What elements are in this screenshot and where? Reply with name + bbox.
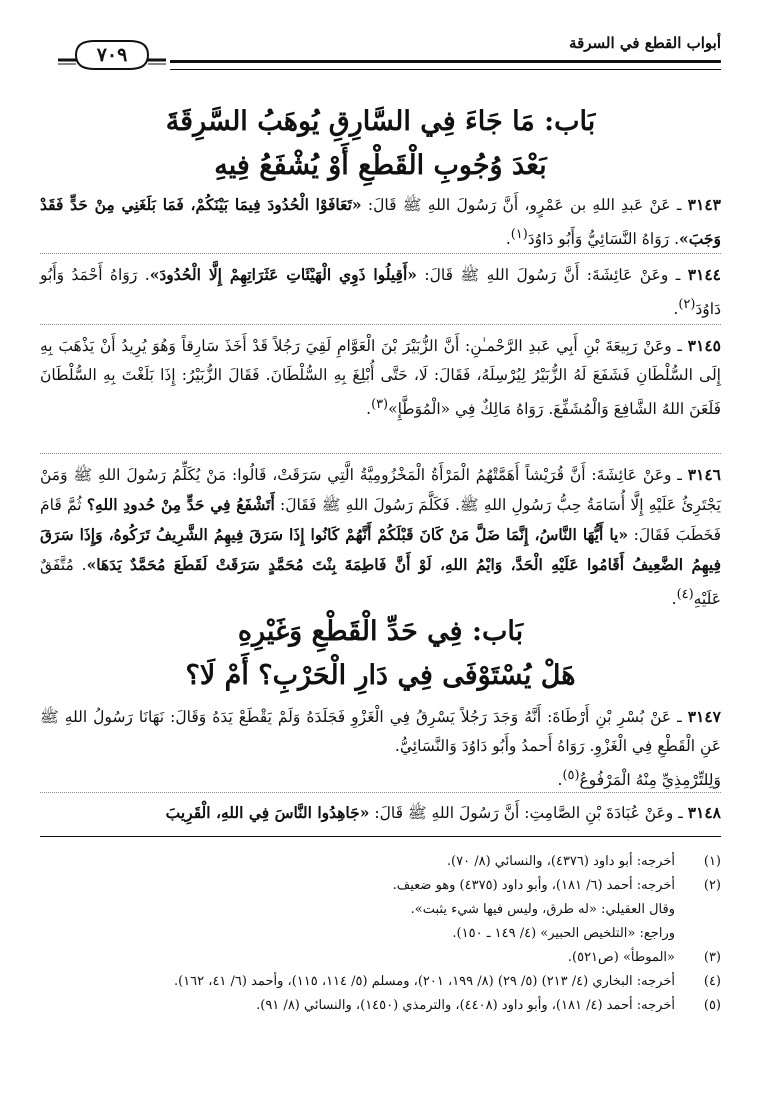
hadith-tail: . — [671, 590, 677, 609]
hadith-3145 — [40, 331, 721, 424]
footnote — [40, 994, 721, 1018]
chapter-heading-line: هَلْ يُسْتَوْفَى فِي دَارِ الْحَرْبِ؟ أَمْ لَا؟ — [185, 660, 576, 691]
hadith-tail: . — [673, 300, 679, 319]
footnotes — [40, 850, 721, 1018]
footnote-ref: (٣) — [371, 397, 389, 412]
hadith-3146 — [40, 460, 721, 614]
footnote-text: أخرجه: البخاري (٤/ ٢١٣) (٥/ ٢٩) (٨/ ١٩٩، ٢٠١)، ومسلم (٥/ ١١٤، ١١٥)، وأحمد (٦/ ٤١، ١٦٢). — [173, 974, 675, 989]
footnote-number: (٣) — [703, 950, 721, 965]
footnote-number: (٤) — [703, 974, 721, 989]
chapter-heading-line: بَاب: فِي حَدِّ الْقَطْعِ وَغَيْرِهِ — [237, 616, 524, 647]
footnote-number: (٥) — [703, 998, 721, 1013]
hadith-mid: ثُمَّ قَامَ فَخَطَبَ فَقَالَ: — [40, 496, 721, 544]
footnote — [40, 850, 721, 874]
chapter-heading-1 — [40, 100, 721, 188]
hadith-3147 — [40, 702, 721, 795]
running-header-title: أبواب القطع في السرقة — [569, 34, 721, 52]
prophetic-quote: «تَعَافَوْا الْحُدُودَ فِيمَا بَيْنَكُمْ، فَمَا بَلَغَنِي مِنْ حَدٍّ فَقَدْ وَجَبَ» — [40, 195, 721, 249]
dotted-separator — [40, 792, 721, 793]
prophetic-quote: «جَاهِدُوا النَّاسَ فِي اللهِ، الْقَرِيبَ — [165, 803, 370, 822]
page-number: ٧٠٩ — [96, 44, 128, 66]
footnote-ref: (٥) — [562, 768, 580, 783]
footnote — [40, 970, 721, 994]
hadith-tail: . — [557, 771, 563, 790]
footnote-number: (٢) — [703, 878, 721, 893]
footnote-text: أخرجه: أحمد (٤/ ١٨١)، وأبو داود (٤٤٠٨)، والترمذي (١٤٥٠)، والنسائي (٨/ ٩١). — [256, 998, 675, 1013]
hadith-intro: ـ وعَنْ عَائِشَةَ: أَنَّ رَسُولَ اللهِ ﷺ قَالَ: — [424, 266, 681, 284]
hadith-number: ٣١٤٦ — [687, 465, 721, 484]
chapter-heading-2 — [40, 610, 721, 698]
footnote-text: أخرجه: أحمد (٦/ ١٨١)، وأبو داود (٤٣٧٥) وهو ضعيف. — [392, 878, 675, 893]
hadith-text: وَلِلتِّرْمِذِيِّ مِنْهُ الْمَرْفُوعُ — [579, 771, 721, 790]
hadith-tail: . — [505, 230, 511, 249]
footnote-rule — [40, 836, 721, 837]
chapter-heading-line: بَاب: مَا جَاءَ فِي السَّارِقِ يُوهَبُ السَّرِقَةَ — [165, 106, 596, 137]
hadith-3144 — [40, 260, 721, 324]
header-rule — [170, 60, 721, 70]
dotted-separator — [40, 453, 721, 454]
footnote-ref: (٢) — [678, 297, 696, 312]
hadith-text: ـ عَنْ بُسْرِ بْنِ أَرْطَاةَ: أَنَّهُ وَجَدَ رَجُلاً يَسْرِقُ فِي الْغَزْوِ فَجَلَدَهُ وَلَمْ يَقْطَعْ يَدَهُ وَقَالَ: نَهَانَا رَسُولُ اللهِ ﷺ عَنِ الْقَطْعِ فِي الْغَزْوِ. رَوَاهُ أَحمدُ وأَبُو دَاوُدَ وَالنَّسَائِيُّ. — [40, 708, 721, 755]
prophetic-quote: «يا أَيُّهَا النَّاسُ، إِنَّمَا ضَلَّ مَنْ كَانَ قَبْلَكُمْ أَنَّهُمْ كَانُوا إِذَا سَرَقَ فِيهِمُ الشَّرِيفُ تَرَكُوهُ، وَإِذَا سَرَقَ فِيهِمُ الضَّعِيفُ أَقَامُوا عَلَيْهِ الْحَدَّ، وَايْمُ اللهِ، لَوْ أَنَّ فَاطِمَةَ بِنْتَ مُحَمَّدٍ سَرَقَتْ لَقَطَعَ مُحَمَّدٌ يَدَهَا» — [40, 525, 721, 574]
chapter-heading-line: بَعْدَ وُجُوبِ الْقَطْعِ أَوْ يُشْفَعُ فِيهِ — [214, 150, 547, 181]
hadith-line — [40, 761, 721, 795]
footnote-text: «الموطأ» (ص٥٢١). — [567, 950, 675, 965]
hadith-intro: ـ وعَنْ عُبَادَةَ بْنِ الصَّامِتِ: أَنَّ رَسُولَ اللهِ ﷺ قَالَ: — [374, 804, 683, 822]
footnote-ref: (٤) — [676, 587, 694, 602]
footnote-extra: وراجع: «التلخيص الحبير» (٤/ ١٤٩ ـ ١٥٠). — [452, 926, 675, 941]
footnote — [40, 946, 721, 970]
hadith-ending: . مُتَّفَقٌ عَلَيْهِ — [40, 556, 721, 609]
running-header — [58, 30, 721, 72]
footnote-number: (١) — [703, 854, 721, 869]
hadith-intro: ـ وعَنْ عَائِشَةَ: أَنَّ قُرَيْشاً أَهَمَّتْهُمُ الْمَرْأَةُ الْمَخْزُومِيَّةُ الَّتِي سَرَقَتْ، قَالُوا: مَنْ يُكَلِّمُ رَسُولَ اللهِ ﷺ وَمَنْ يَجْتَرِئُ عَلَيْهِ إِلَّا أُسَامَةُ حِبُّ رَسُولِ اللهِ ﷺ. فَكَلَّمَ رَسُولَ اللهِ ﷺ فَقَالَ: — [40, 466, 721, 514]
hadith-tail: . — [366, 400, 372, 419]
footnote — [40, 874, 721, 898]
prophetic-quote: أَتَشْفَعُ فِي حَدٍّ مِنْ حُدودِ اللهِ؟ — [86, 495, 275, 514]
page-number-frame — [58, 38, 166, 72]
footnote-text: أخرجه: أبو داود (٤٣٧٦)، والنسائي (٨/ ٧٠). — [446, 854, 675, 869]
hadith-ending: . رَوَاهُ أَحْمَدُ وَأَبُو دَاوُدَ — [40, 266, 721, 319]
footnote-ref: (١) — [510, 227, 528, 242]
dotted-separator — [40, 324, 721, 325]
hadith-3143 — [40, 190, 721, 254]
footnote-extra: وقال العقيلي: «له طرق، وليس فيها شيء يثبت». — [410, 902, 675, 917]
hadith-text: ـ وعَنْ رَبِيعَةَ بْنِ أَبِي عَبدِ الرَّحْمـٰنِ: أَنَّ الزُّبَيْرَ بْنَ الْعَوَّامِ لَقِيَ رَجُلاً قَدْ أَخَذَ سَارِقاً وَهُوَ يُرِيدُ أَنْ يَذْهَبَ بِهِ إِلَى السُّلْطَانِ فَشَفَعَ لَهُ الزُّبَيْرُ لِيُرْسِلَهُ، فَقَالَ: لَا، حَتَّى أُبْلِغَ بِهِ السُّلْطَانَ. فَقَالَ الزُّبَيْرُ: إِذَا بَلَغْتَ بِهِ السُّلْطَانَ فَلَعَنَ اللهُ الشَّافِعَ وَالْمُشَفِّعَ. رَوَاهُ مَالِكٌ فِي «الْمُوَطَّإِ» — [40, 337, 721, 419]
hadith-intro: ـ عَنْ عَبدِ اللهِ بن عَمْرٍو، أَنَّ رَسُولَ اللهِ ﷺ قَالَ: — [367, 196, 682, 214]
hadith-number: ٣١٤٨ — [687, 803, 721, 822]
hadith-number: ٣١٤٣ — [687, 195, 721, 214]
hadith-number: ٣١٤٥ — [687, 336, 721, 355]
hadith-ending: . رَوَاهُ النَّسَائِيُّ وَأَبُو دَاوُدَ — [527, 230, 680, 249]
dotted-separator — [40, 253, 721, 254]
hadith-number: ٣١٤٧ — [687, 707, 721, 726]
prophetic-quote: «أَقِيلُوا ذَوِي الْهَيْئَاتِ عَثَرَاتِهِمْ إِلَّا الْحُدُودَ» — [149, 265, 417, 284]
hadith-3148 — [40, 798, 721, 828]
hadith-number: ٣١٤٤ — [687, 265, 722, 284]
